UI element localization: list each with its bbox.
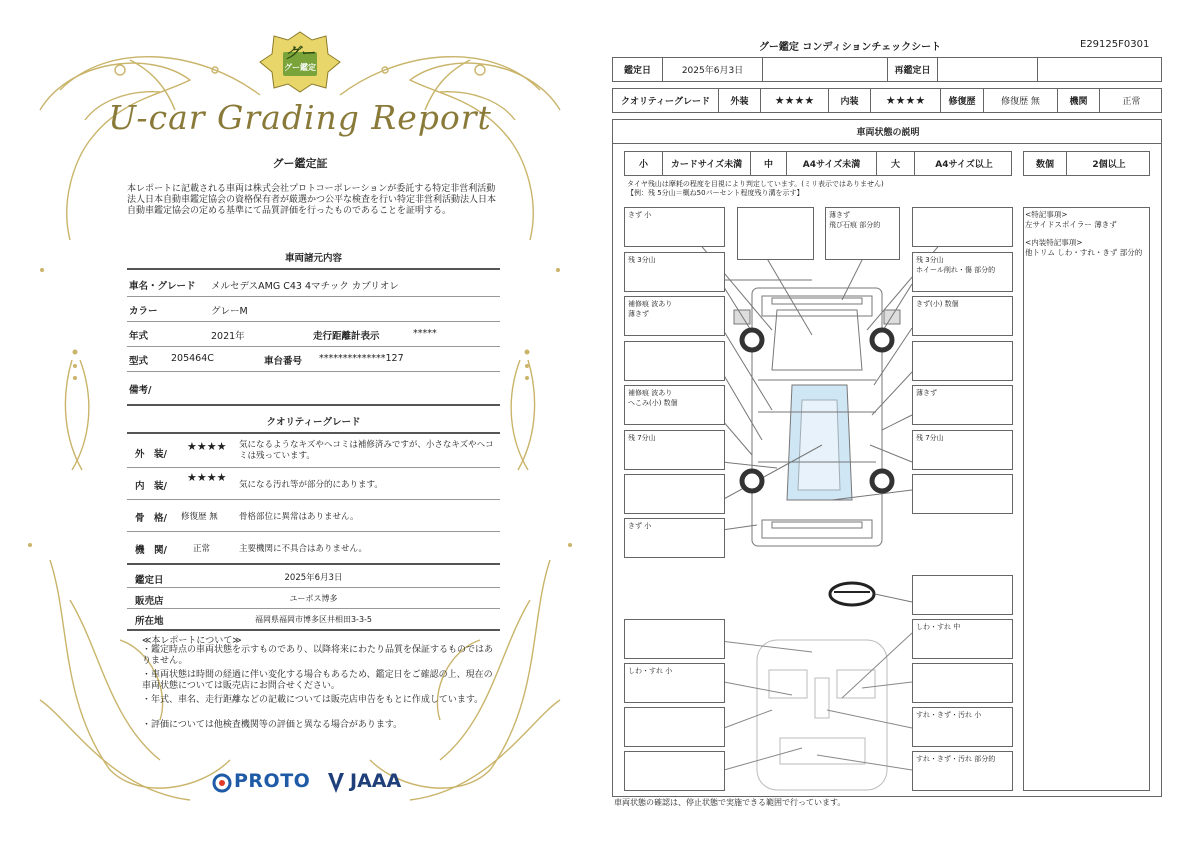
damage-box xyxy=(624,751,725,791)
count-legend: 数個 2個以上 xyxy=(1023,151,1150,176)
damage-box xyxy=(912,474,1013,514)
report-title: U-car Grading Report xyxy=(108,98,492,137)
vehicle-year: 2021年 xyxy=(211,331,245,342)
damage-box xyxy=(912,663,1013,703)
divider xyxy=(127,432,500,434)
document-id: E29125F0301 xyxy=(1080,39,1150,50)
certificate-heading: グー鑑定証 xyxy=(272,157,328,170)
damage-box xyxy=(624,474,725,514)
sheet-interior-stars: ★★★★ xyxy=(871,89,941,112)
damage-box: 補修痕 波あり 薄きず xyxy=(624,296,725,336)
damage-box: しわ・すれ 中 xyxy=(912,619,1013,659)
certificate-intro: 本レポートに記載される車両は株式会社プロトコーポレーションが委託する特定非営利活動法人日本自動車鑑定協会の資格保有者が厳選かつ公平な検査を行い特定非営利活動法人日本自動車鑑定協会の定める基準にて品質評価を行ったものであることを証明する。 xyxy=(127,184,497,216)
special-notes: <特記事項> 左サイドスポイラー 薄きず <内装特記事項> 他トリム しわ・すれ・きず 部分的 xyxy=(1025,210,1143,257)
sheet-title: グー鑑定 コンディションチェックシート xyxy=(758,42,942,53)
steering-wheel-icon xyxy=(830,583,912,605)
info-row-date: 鑑定日 2025年6月3日 xyxy=(127,567,500,588)
sheet-footer-note: 車両状態の確認は、停止状態で実施できる範囲で行っています。 xyxy=(614,798,846,807)
note-item: ・評価については他検査機関等の評価と異なる場合があります。 xyxy=(142,720,403,730)
damage-box: 薄きず xyxy=(912,385,1013,425)
spec-row-remarks: 備考/ xyxy=(127,372,500,406)
damage-box: きず 小 xyxy=(624,518,725,558)
spec-row-color: カラー グレーM xyxy=(127,297,500,322)
damage-box: 補修痕 波あり へこみ(小) 数個 xyxy=(624,385,725,425)
sheet-engine-value: 正常 xyxy=(1122,97,1141,107)
sheet-date: 2025年6月3日 xyxy=(663,58,763,81)
damage-box: きず 小 xyxy=(624,207,725,247)
special-note-text: 左サイドスポイラー 薄きず xyxy=(1025,220,1117,229)
proto-logo: PROTO xyxy=(234,770,311,792)
damage-box: 残 3分山 ホイール削れ・傷 部分的 xyxy=(912,252,1013,292)
info-row-address: 所在地 福岡県福岡市博多区井相田3-3-5 xyxy=(127,609,500,631)
dealer-name: ユーポス博多 xyxy=(289,594,338,603)
notes-title: ≪本レポートについて≫ xyxy=(142,636,242,646)
damage-box xyxy=(624,619,725,659)
emblem-text: グー鑑定 xyxy=(284,63,316,72)
quality-row-exterior: 外 装/ ★★★★ 気になるようなキズやヘコミは補修済みですが、小さなキズやヘコミは残っています。 xyxy=(127,436,500,468)
regrade-date xyxy=(938,58,1038,81)
engine-value: 正常 xyxy=(193,544,211,554)
grading-date: 2025年6月3日 xyxy=(284,573,343,583)
dealer-address: 福岡県福岡市博多区井相田3-3-5 xyxy=(254,615,373,624)
spec-row-model: 型式 205464C 車台番号 **************127 xyxy=(127,347,500,372)
damage-box: きず(小) 数個 xyxy=(912,296,1013,336)
specs-title: 車両諸元内容 xyxy=(284,253,342,264)
damage-box: 残 7分山 xyxy=(912,430,1013,470)
damage-box xyxy=(912,341,1013,381)
chassis-value: **************127 xyxy=(319,353,404,364)
damage-box xyxy=(912,575,1013,615)
spec-row-year: 年式 2021年 走行距離計表示 ***** xyxy=(127,322,500,347)
jaaa-logo-icon xyxy=(326,771,346,795)
vehicle-color: グレーM xyxy=(211,306,248,317)
model-value: 205464C xyxy=(171,353,214,364)
note-item: ・車両状態は時間の経過に伴い変化する場合もあるため、鑑定日をご確認の上、現在の車両状態については販売店にお問合せください。 xyxy=(142,670,493,691)
damage-box xyxy=(737,207,814,260)
damage-box: 薄きず 飛び石痕 部分的 xyxy=(825,207,900,260)
mileage-value: ***** xyxy=(413,328,437,339)
quality-row-engine: 機 関/ 正常 主要機関に不具合はありません。 xyxy=(127,532,500,565)
special-notes-box xyxy=(1023,207,1150,791)
damage-box: すれ・きず・汚れ 小 xyxy=(912,707,1013,747)
date-row: 鑑定日 2025年6月3日 再鑑定日 xyxy=(612,57,1162,82)
damage-box: すれ・きず・汚れ 部分的 xyxy=(912,751,1013,791)
jaaa-logo: JAAA xyxy=(350,770,402,792)
divider xyxy=(127,268,500,270)
damage-box: 残 3分山 xyxy=(624,252,725,292)
note-item: ・年式、車名、走行距離などの記載については販売店申告をもとに作成しています。 xyxy=(142,695,484,705)
frame-value: 修復歴 無 xyxy=(181,512,218,522)
emblem-mark: グー xyxy=(284,44,315,62)
condition-title-bar: 車両状態の説明 xyxy=(612,119,1162,144)
quality-row-frame: 骨 格/ 修復歴 無 骨格部位に異常はありません。 xyxy=(127,500,500,532)
damage-box xyxy=(624,707,725,747)
damage-box: 残 7分山 xyxy=(624,430,725,470)
note-item: ・鑑定時点の車両状態を示すものであり、以降将来にわたり品質を保証するものではありません。 xyxy=(142,645,494,666)
vehicle-name: メルセデスAMG C43 4マチック カブリオレ xyxy=(211,281,399,292)
repair-value: 修復歴 無 xyxy=(984,89,1058,112)
damage-box: しわ・すれ 小 xyxy=(624,663,725,703)
quality-row-interior: 内 装/ ★★★★ 気になる汚れ等が部分的にあります。 xyxy=(127,468,500,500)
sheet-exterior-stars: ★★★★ xyxy=(761,89,829,112)
interior-special-note-text: 他トリム しわ・すれ・きず 部分的 xyxy=(1025,248,1143,257)
spec-row-name: 車名・グレード メルセデスAMG C43 4マチック カブリオレ xyxy=(127,272,500,297)
info-row-dealer: 販売店 ユーポス博多 xyxy=(127,588,500,609)
size-legend: 小 カードサイズ未満 中 A4サイズ未満 大 A4サイズ以上 xyxy=(624,151,1012,176)
quality-title: クオリティーグレード xyxy=(266,417,361,428)
damage-box xyxy=(624,341,725,381)
quality-row: クオリティーグレード 外装 ★★★★ 内装 ★★★★ 修復歴 修復歴 無 機関 正常 xyxy=(612,88,1162,113)
proto-logo-icon xyxy=(212,773,232,793)
tire-note: タイヤ残山は摩耗の程度を目視により判定しています。(ミリ表示ではありません) 【例：残 5分山＝概ね50パーセント程度残り溝を示す】 xyxy=(627,180,884,197)
damage-box xyxy=(912,207,1013,247)
interior-stars: ★★★★ xyxy=(187,471,227,484)
exterior-stars: ★★★★ xyxy=(187,440,227,453)
